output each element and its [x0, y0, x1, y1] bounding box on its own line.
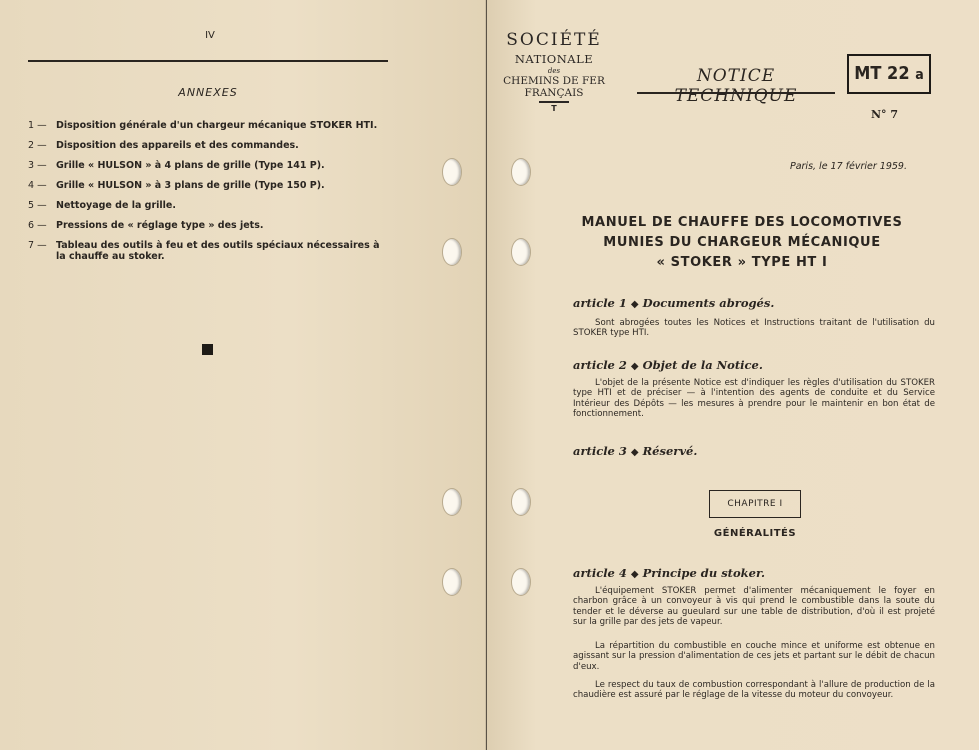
punch-hole [511, 568, 531, 596]
punch-hole [442, 238, 462, 266]
punch-hole [511, 488, 531, 516]
title-line: MANUEL DE CHAUFFE DES LOCOMOTIVES [581, 215, 903, 230]
punch-hole [442, 568, 462, 596]
org-line: T [551, 104, 557, 113]
annex-text: Grille « HULSON » à 3 plans de grille (Type 150 P). [56, 180, 325, 191]
punch-hole [511, 158, 531, 186]
diamond-icon: ◆ [630, 447, 639, 458]
annex-number: 2 — [28, 140, 47, 151]
punch-hole [442, 158, 462, 186]
end-square-mark [202, 344, 213, 355]
punch-hole [442, 488, 462, 516]
article-heading [573, 566, 765, 580]
reference-box [847, 54, 931, 94]
article-title: Réservé. [642, 444, 698, 458]
org-line: NATIONALE [514, 52, 594, 66]
chapter-title: GÉNÉRALITÉS [713, 528, 797, 539]
article-label: article 1 [573, 296, 627, 310]
annex-text: Pressions de « réglage type » des jets. [56, 220, 264, 231]
annex-number: 5 — [28, 200, 47, 211]
annex-item [28, 120, 390, 131]
article-paragraph: L'objet de la présente Notice est d'indiquer les règles d'utilisation du STOKER type HTI et de préciser — à l'intention des agents de conduite et du Service Intérieur des Dépôts — les mesures à prendre pour le maintenir en bon état de fonctionnement. [573, 378, 935, 419]
annex-item [28, 240, 390, 262]
org-line: CHEMINS DE FER [503, 75, 605, 87]
annex-text: Tableau des outils à feu et des outils spéciaux nécessaires à la chauffe au stoker. [56, 240, 380, 262]
document-date: Paris, le 17 février 1959. [789, 161, 907, 172]
annex-text: Grille « HULSON » à 4 plans de grille (Type 141 P). [56, 160, 325, 171]
article-paragraph: Sont abrogées toutes les Notices et Instructions traitant de l'utilisation du STOKER type HTI. [573, 318, 935, 339]
reference-suffix: a [915, 67, 924, 83]
header-rule [28, 60, 388, 62]
article-heading [573, 296, 774, 310]
annex-number: 4 — [28, 180, 47, 191]
reference-code: MT 22 [854, 63, 910, 84]
annex-text: Disposition générale d'un chargeur mécanique STOKER HTI. [56, 120, 378, 131]
article-label: article 2 [573, 358, 627, 372]
article-label: article 3 [573, 444, 627, 458]
org-rule [539, 101, 569, 103]
org-line: des [547, 67, 561, 75]
annex-item [28, 200, 390, 211]
org-line: SOCIÉTÉ [506, 30, 602, 50]
article-title: Principe du stoker. [642, 566, 765, 580]
annex-item [28, 220, 390, 231]
notice-rule [637, 92, 835, 94]
diamond-icon: ◆ [630, 361, 639, 372]
article-title: Documents abrogés. [642, 296, 775, 310]
article-heading [573, 444, 697, 458]
diamond-icon: ◆ [630, 569, 639, 580]
annex-item [28, 140, 390, 151]
annex-text: Nettoyage de la grille. [56, 200, 176, 211]
title-line: MUNIES DU CHARGEUR MÉCANIQUE [603, 235, 881, 250]
org-line: FRANÇAIS [524, 87, 584, 99]
notice-title: NOTICE TECHNIQUE [674, 66, 798, 106]
punch-hole [511, 238, 531, 266]
annex-number: 1 — [28, 120, 47, 131]
annex-number: 3 — [28, 160, 47, 171]
right-page [487, 0, 979, 750]
annex-number: 6 — [28, 220, 47, 231]
left-page [0, 0, 486, 750]
annex-number: 7 — [28, 240, 47, 251]
article-title: Objet de la Notice. [642, 358, 763, 372]
article-heading [573, 358, 763, 372]
annex-list [28, 120, 390, 271]
sncf-masthead [487, 30, 621, 113]
article-paragraph: L'équipement STOKER permet d'alimenter mécaniquement le foyer en charbon grâce à un convoyeur à vis qui prend le combustible dans la soute du tender et le déverse au gueulard sur une table de distribution, d'où il est projeté sur la grille par des jets de vapeur. [573, 586, 935, 627]
title-line: « STOKER » TYPE HT I [656, 255, 828, 270]
annex-item [28, 160, 390, 171]
article-paragraph: Le respect du taux de combustion correspondant à l'allure de production de la chaudière est assuré par le réglage de la vitesse du moteur du convoyeur. [573, 680, 935, 701]
article-label: article 4 [573, 566, 627, 580]
diamond-icon: ◆ [630, 299, 639, 310]
document-title [557, 213, 927, 273]
page-number: IV [205, 30, 215, 41]
annex-text: Disposition des appareils et des commandes. [56, 140, 299, 151]
notice-number: N° 7 [871, 108, 899, 121]
article-paragraph: La répartition du combustible en couche mince et uniforme est obtenue en agissant sur la pression d'alimentation de ces jets et partant sur le débit de chacun d'eux. [573, 641, 935, 672]
annex-heading: ANNEXES [178, 86, 238, 99]
chapter-box: CHAPITRE I [709, 490, 801, 518]
annex-item [28, 180, 390, 191]
